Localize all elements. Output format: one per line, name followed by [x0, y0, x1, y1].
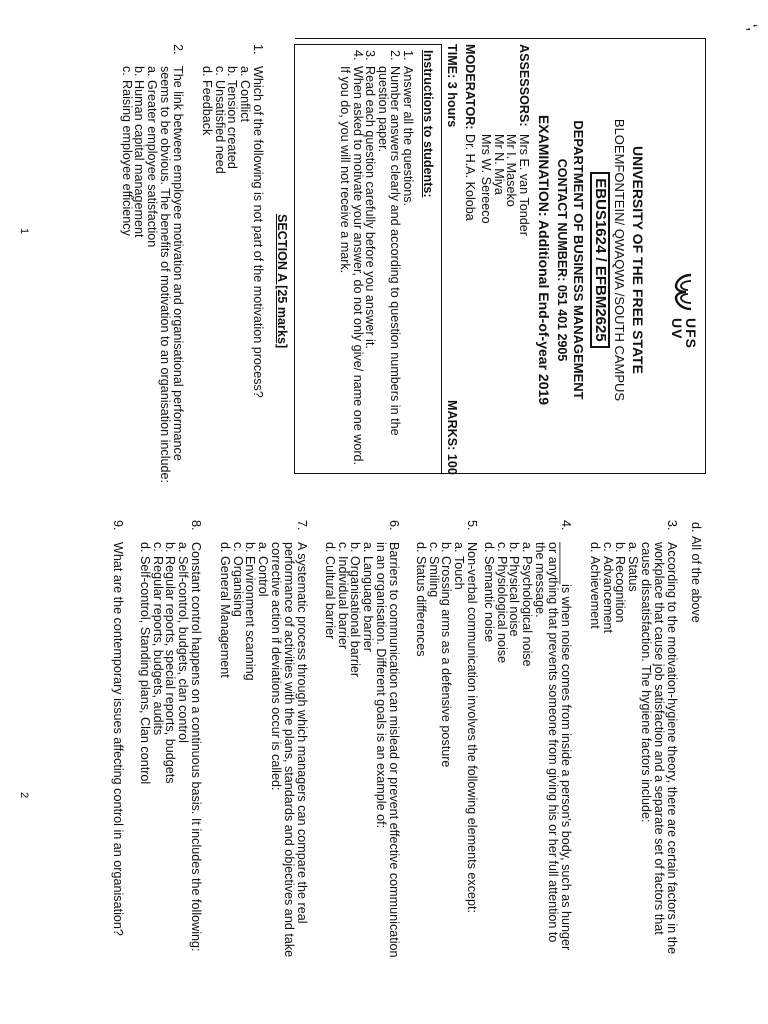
question-text: According to the motivation-hygiene theory, there are certain factors in the workplace that cause job satisfaction and a separate set of factors that cause dissatisfaction. The hygiene factors include:	[639, 542, 679, 955]
contact-number: CONTACT NUMBER: 051 401 2905	[555, 158, 569, 362]
logo-line-2: UV	[669, 318, 685, 340]
page-number: 2	[18, 792, 30, 799]
answer-option: a. Self-control, budgets, clan control	[176, 542, 190, 743]
answer-option: a. Conflict	[238, 66, 252, 122]
answer-option: b. Recognition	[613, 542, 628, 623]
answer-option: b. Environment scanning	[243, 542, 258, 681]
answer-option: d. Semantic noise	[482, 542, 497, 643]
question-6: 6. Barriers to communication can mislead or prevent effective communication in an organisation. Different goals is an example of: a. Language barrier b. Organisational barrier c. Individual barrier d. Cultural barrier	[324, 520, 400, 960]
answer-option: d. Feedback	[200, 66, 215, 136]
instruction-item: 2. Number answers clearly and according to question numbers in the question paper.	[376, 50, 403, 436]
question-7: 7. A systematic process through which managers can compare the real performance of activities with the plans, standards and objectives and take corrective action if deviations occur is called: a. Control b. Environment scanning c. Organising d. General Management	[219, 520, 308, 960]
answer-option: c. Physiological noise	[495, 542, 509, 664]
answer-option: a. Status	[626, 542, 640, 592]
answer-option: a. Greater employee satisfaction	[145, 66, 159, 248]
answer-option: b. Crossing arms as a defensive posture	[439, 542, 454, 768]
assessor-name: Mr I. Maseko	[504, 134, 519, 207]
question-text: Which of the following is not part of the motivation process?	[251, 66, 265, 398]
ufs-emblem-icon	[673, 272, 695, 312]
answer-option: c. Advancement	[601, 542, 615, 634]
answer-option: d. All of the above	[689, 522, 703, 623]
question-9: 9. What are the contemporary issues affecting control in an organisation?	[111, 520, 125, 936]
answer-option: c. Regular reports, budgets, audits	[151, 542, 165, 736]
answer-option: b. Human capital management	[132, 66, 147, 238]
answer-option: a. Control	[256, 542, 270, 597]
question-text: Non-verbal communication involves the following elements except:	[465, 542, 479, 913]
course-code: EBUS1624 / EFBM2625	[590, 172, 610, 347]
question-text: ______is when noise comes from inside a person's body, such as hunger or anything that prevents someone from giving his or her full attention to the message.	[533, 542, 573, 951]
question-text: A systematic process through which managers can compare the real performance of activities with the plans, standards and objectives and take corrective action if deviations occur is called:	[269, 542, 309, 958]
answer-option: c. Smiling	[427, 542, 441, 598]
answer-option: d. Cultural barrier	[323, 542, 338, 640]
question-2-continued	[690, 520, 703, 960]
department-name: DEPARTMENT OF BUSINESS MANAGEMENT	[571, 120, 586, 400]
question-3: 3. According to the motivation-hygiene theory, there are certain factors in the workplace that cause job satisfaction and a separate set of factors that cause dissatisfaction. The hygiene factors include: a. Status b. Recognition c. Advancement d. Achievement	[589, 520, 678, 960]
question-text: Barriers to communication can mislead or prevent effective communication in an organisation. Different goals is an example of:	[374, 542, 401, 958]
answer-option: d. Self-control, Standing plans, Clan control	[138, 542, 153, 785]
assessor-list	[480, 134, 530, 236]
stray-mark: ʻ,	[745, 24, 759, 31]
question-2: 2. The link between employee motivation and organisational performance seems to be obvious. The benefits of motivation to an organisation include: a. Greater employee satisfaction b. Human capital management c. Raising employee efficiency	[120, 44, 185, 484]
assessors-label: ASSESSORS:	[517, 44, 531, 127]
question-1: 1. Which of the following is not part of the motivation process? a. Conflict b. Tension created c. Unsatisfied need d. Feedback	[201, 44, 264, 484]
question-5: 5. Non-verbal communication involves the following elements except: a. Touch b. Crossing arms as a defensive posture c. Smiling d. Status differences	[415, 520, 478, 960]
assessor-name: Mrs E. van Tonder	[517, 134, 531, 236]
logo-line-1: UFS	[683, 318, 699, 349]
ufs-logo	[670, 272, 698, 349]
answer-option: b. Regular reports, special reports, budgets	[163, 542, 178, 784]
instructions-list	[339, 50, 414, 470]
moderator-label: MODERATOR:	[463, 44, 477, 130]
instruction-item: 3. Read each question carefully before you answer it.	[363, 50, 378, 349]
course-code-box	[590, 40, 610, 480]
answer-option: c. Unsatisfied need	[213, 66, 227, 174]
answer-option: c. Organising	[231, 542, 245, 617]
question-text: What are the contemporary issues affecting control in an organisation?	[111, 542, 125, 936]
answer-option: c. Individual barrier	[336, 542, 350, 650]
answer-option: a. Touch	[452, 542, 466, 590]
section-a-title: SECTION A [25 marks]	[275, 214, 289, 349]
university-name: UNIVERSITY OF THE FREE STATE	[630, 146, 646, 374]
exam-page-2	[0, 512, 768, 1024]
examination-title: EXAMINATION: Additional End-of-year 2019	[536, 114, 552, 406]
instructions-title: Instructions to students:	[421, 50, 435, 198]
page-number: 1	[18, 228, 30, 235]
answer-option: d. General Management	[218, 542, 233, 678]
campus-name: BLOEMFONTEIN/ QWAQWA /SOUTH CAMPUS	[612, 118, 627, 402]
answer-option: d. Achievement	[588, 542, 603, 629]
answer-option: d. Status differences	[414, 542, 429, 657]
answer-option: a. Psychological noise	[520, 542, 534, 667]
answer-option: b. Organisational barrier	[348, 542, 363, 678]
exam-time: TIME: 3 hours	[445, 44, 459, 128]
question-text: Constant control happens on a continuous basis. It includes the following:	[189, 542, 203, 952]
question-text: The link between employee motivation and organisational performance seems to be obvious. The benefits of motivation to an organisation include:	[158, 66, 185, 484]
assessor-name: Mr N. Miya	[492, 134, 506, 195]
answer-option: a. Language barrier	[361, 542, 375, 652]
answer-option: b. Tension created	[225, 66, 240, 169]
question-4: 4. ______is when noise comes from inside a person's body, such as hunger or anything that prevents someone from giving his or her full attention to the message. a. Psychological noise b. Physical noise c. Physiological noise d. Semantic noise	[483, 520, 572, 960]
exam-marks: MARKS: 100	[445, 400, 459, 475]
assessor-name: Mrs W. Sereeco	[479, 134, 494, 224]
question-8: 8. Constant control happens on a continuous basis. It includes the following: a. Self-control, budgets, clan control b. Regular reports, special reports, budgets c. Regular reports, budgets, audits d. Self-control, Standing plans, Clan control	[139, 520, 202, 960]
answer-option: c. Raising employee efficiency	[120, 66, 134, 236]
instruction-item: 4. When asked to motivate your answer, do not only give/ name one word. If you do, you will not receive a mark.	[338, 50, 365, 466]
answer-option: b. Physical noise	[507, 542, 522, 637]
moderator-name: Dr. H.A. Koloba	[463, 134, 477, 221]
instruction-item: 1. Answer all the questions.	[401, 50, 415, 207]
